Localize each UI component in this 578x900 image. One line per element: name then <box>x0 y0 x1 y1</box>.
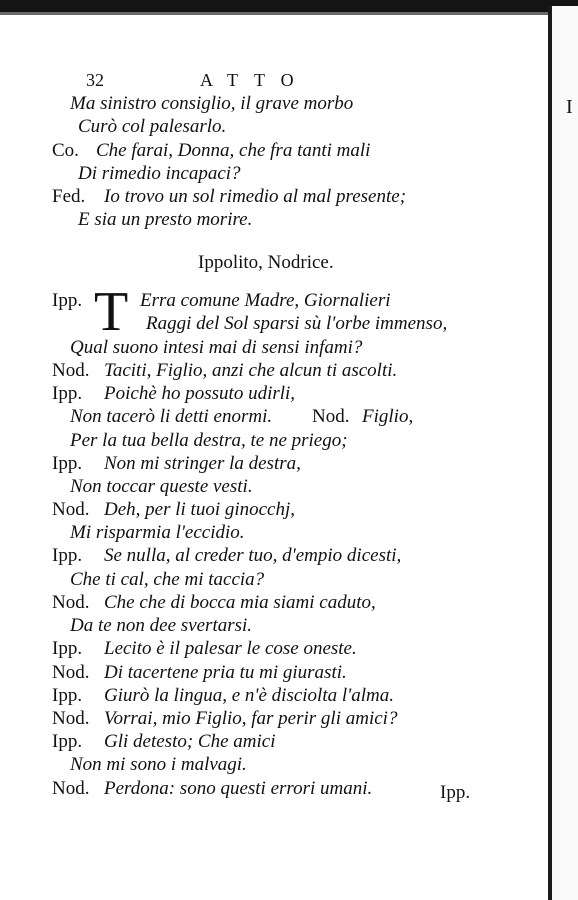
verse-text: Se nulla, al creder tuo, d'empio dicesti, <box>104 545 402 566</box>
verse-text: Non mi sono i malvagi. <box>70 754 247 775</box>
speaker-label: Nod. <box>52 360 90 381</box>
verse-text: Di tacertene pria tu mi giurasti. <box>104 662 347 683</box>
verse-text: Ma sinistro consiglio, il grave morbo <box>70 93 354 114</box>
page-number: 32 <box>86 70 104 90</box>
page-top-edge <box>0 0 578 12</box>
speaker-label: Ipp. <box>52 731 83 752</box>
verse-text: Qual suono intesi mai di sensi infami? <box>70 337 363 358</box>
speaker-label: Nod. <box>52 778 90 799</box>
verse-text: Per la tua bella destra, te ne priego; <box>70 430 348 451</box>
verse-text: Erra comune Madre, Giornalieri <box>140 290 391 311</box>
speaker-label: Ipp. <box>52 290 83 311</box>
speaker-label: Nod. <box>52 708 90 729</box>
verse-text: Che farai, Donna, che fra tanti mali <box>96 140 371 161</box>
verse-text: Che che di bocca mia siami caduto, <box>104 592 376 613</box>
speaker-label: Nod. <box>52 592 90 613</box>
facing-page-strip <box>552 6 578 900</box>
verse-text: Che ti cal, che mi taccia? <box>70 569 265 590</box>
speaker-label: Ipp. <box>52 545 83 566</box>
verse-text: E sia un presto morire. <box>78 209 253 230</box>
speaker-label: Nod. <box>52 499 90 520</box>
verse-text: Raggi del Sol sparsi sù l'orbe immenso, <box>146 313 448 334</box>
speaker-label: Ipp. <box>52 638 83 659</box>
verse-text: Curò col palesarlo. <box>78 116 227 137</box>
verse-text: Non tacerò li detti enormi. <box>70 406 273 427</box>
speaker-label: Nod. <box>52 662 90 683</box>
catchword: Ipp. <box>440 782 471 803</box>
verse-text: Gli detesto; Che amici <box>104 731 276 752</box>
verse-text: Io trovo un sol rimedio al mal presente; <box>104 186 407 207</box>
verse-text: Mi risparmia l'eccidio. <box>70 522 245 543</box>
speaker-label: Fed. <box>52 186 86 207</box>
speaker-label: Nod. <box>312 406 350 427</box>
speaker-label: Ipp. <box>52 453 83 474</box>
verse-text: Taciti, Figlio, anzi che alcun ti ascolti. <box>104 360 398 381</box>
verse-text: Figlio, <box>362 406 414 427</box>
verse-text: Poichè ho possuto udirli, <box>104 383 296 404</box>
speaker-label: Ipp. <box>52 685 83 706</box>
scene-title: Ippolito, Nodrice. <box>198 252 334 273</box>
facing-page-fragment: I <box>566 96 573 118</box>
speaker-label: Co. <box>52 140 79 161</box>
page-top-shadow <box>0 12 560 15</box>
verse-text: Giurò la lingua, e n'è disciolta l'alma. <box>104 685 394 706</box>
speaker-label: Ipp. <box>52 383 83 404</box>
verse-text: Da te non dee svertarsi. <box>70 615 253 636</box>
running-head: ATTO <box>200 70 310 90</box>
verse-text: Non toccar queste vesti. <box>70 476 253 497</box>
verse-text: Deh, per li tuoi ginocchj, <box>104 499 296 520</box>
drop-cap: T <box>94 281 129 343</box>
verse-text: Di rimedio incapaci? <box>78 163 241 184</box>
verse-text: Lecito è il palesar le cose oneste. <box>104 638 357 659</box>
verse-text: Vorrai, mio Figlio, far perir gli amici? <box>104 708 398 729</box>
verse-text: Perdona: sono questi errori umani. <box>104 778 373 799</box>
verse-text: Non mi stringer la destra, <box>104 453 301 474</box>
